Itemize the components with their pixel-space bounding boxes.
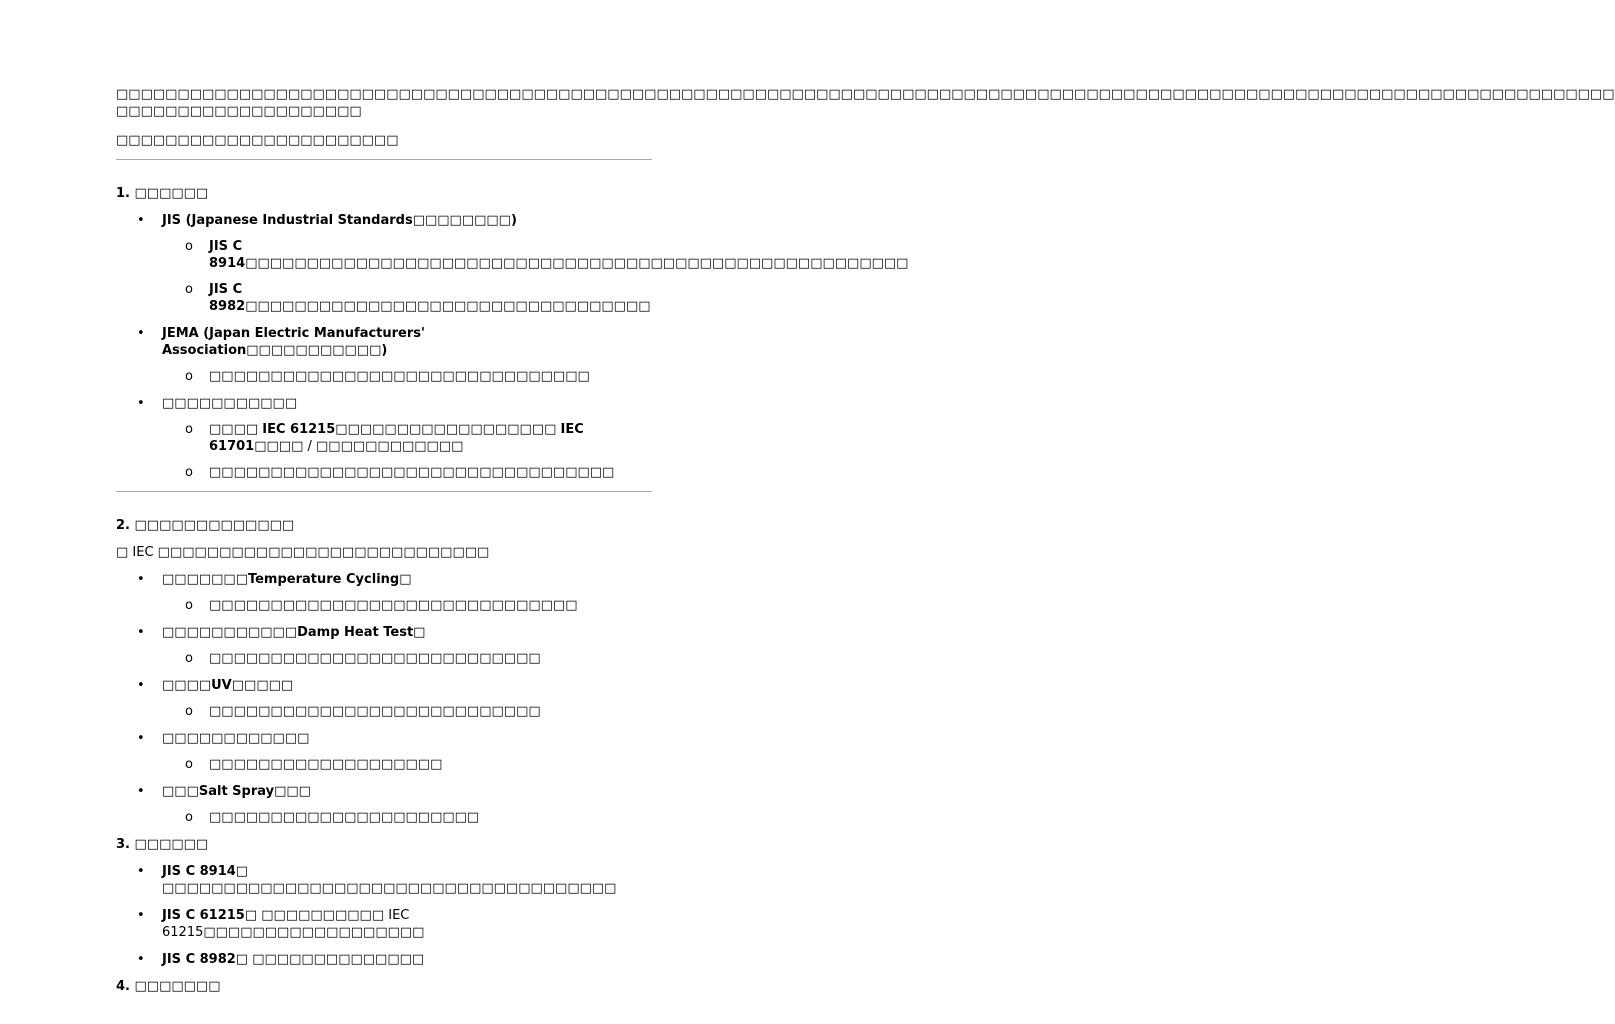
section-2-note: □ IEC □□□□□□□□□□□□□□□□□□□□□□□□□□□: [116, 545, 490, 560]
sub-list-item: [162, 464, 652, 481]
bullet-icon: •: [137, 396, 145, 411]
sub-item-text: □□□□□□□□□□□□□□□□□□□□□□□□□□□□□□: [209, 598, 578, 613]
bullet-icon: •: [137, 678, 145, 693]
list-item-bold: JIS C 8914□: [162, 864, 249, 879]
circle-bullet-icon: o: [185, 282, 193, 297]
section-4-heading: 4. □□□□□□□: [116, 979, 221, 994]
intro-summary: □□□□□□□□□□□□□□□□□□□□□□□: [116, 133, 399, 148]
sub-list-item: [162, 368, 652, 385]
list-item-text: □□□□□□□□□□ IEC 61215□□□□□□□□□□□□□□□□□□: [162, 908, 425, 940]
list-item-label: JEMA (Japan Electric Manufacturers' Association□□□□□□□□□□□): [162, 326, 426, 358]
bullet-icon: •: [137, 864, 145, 879]
intro-paragraph: [116, 86, 1615, 120]
circle-bullet-icon: o: [185, 422, 193, 437]
sub-list-item: [162, 809, 652, 826]
list-item-text: □□□□□□□□□□□□□□□□□□□□□□□□□□□□□□□□□□□□□: [162, 881, 617, 896]
sub-item-text: □□□□ / □□□□□□□□□□□□: [254, 439, 464, 454]
sub-list: [162, 703, 652, 720]
sub-list-item: [162, 703, 652, 720]
sub-item-bold: JIS C 8982: [209, 282, 246, 314]
bullet-icon: •: [137, 908, 145, 923]
sub-item-text: □□□□□□□□□□□□□□□□□□□□□□□□□□□□□□□□□: [209, 465, 615, 480]
circle-bullet-icon: o: [185, 810, 193, 825]
bullet-icon: •: [137, 784, 145, 799]
sub-list: [162, 809, 652, 826]
circle-bullet-icon: o: [185, 465, 193, 480]
sub-list-item: [162, 238, 909, 272]
section-2-list: [116, 571, 652, 826]
list-item: [116, 325, 652, 385]
sub-item-bold: JIS C 8914: [209, 239, 246, 271]
list-item: [116, 624, 652, 667]
list-item: [116, 951, 652, 968]
bullet-icon: •: [137, 952, 145, 967]
section-2-heading: 2. □□□□□□□□□□□□□: [116, 518, 295, 533]
sub-list-item: [162, 597, 652, 614]
sub-item-bold: IEC 61701: [209, 422, 584, 454]
list-item-label: □□□Salt Spray□□□: [162, 784, 311, 799]
divider: [116, 159, 652, 160]
list-item: [116, 677, 652, 720]
sub-item-text: □□□□□□□□□□□□□□□□□□□□□□□□□□□□□□□: [209, 369, 590, 384]
list-item-label: □□□□□□□□□□□: [162, 396, 298, 411]
section-3-heading: 3. □□□□□□: [116, 837, 209, 852]
sub-list: [162, 421, 652, 481]
bullet-icon: •: [137, 326, 145, 341]
sub-item-text: □□□□□□□□□□□□□□□□□□□: [209, 757, 443, 772]
section-1-heading: 1. □□□□□□: [116, 186, 209, 201]
list-item: [116, 212, 909, 315]
bullet-icon: •: [137, 213, 145, 228]
circle-bullet-icon: o: [185, 369, 193, 384]
bullet-icon: •: [137, 625, 145, 640]
list-item: [116, 783, 652, 826]
list-item: [116, 395, 652, 481]
sub-item-text: □□□□□□□□□□□□□□□□□□: [335, 422, 561, 437]
section-1-list: [116, 212, 909, 481]
sub-list-item: [162, 756, 652, 773]
list-item-label: □□□□UV□□□□□: [162, 678, 294, 693]
list-item-label: □□□□□□□□□□□□: [162, 731, 310, 746]
list-item-text: □□□□□□□□□□□□□□: [248, 952, 425, 967]
list-item: [116, 730, 652, 773]
sub-list: [162, 238, 909, 315]
divider: [116, 491, 652, 492]
circle-bullet-icon: o: [185, 651, 193, 666]
sub-item-text: □□□□: [209, 422, 263, 437]
sub-list: [162, 368, 652, 385]
bullet-icon: •: [137, 731, 145, 746]
sub-item-text: □□□□□□□□□□□□□□□□□□□□□□□□□□□□□□□□□: [245, 299, 651, 314]
list-item-label: □□□□□□□Temperature Cycling□: [162, 572, 412, 587]
sub-list-item: [162, 650, 652, 667]
circle-bullet-icon: o: [185, 757, 193, 772]
list-item: [116, 571, 652, 614]
intro-line-1: □□□□□□□□□□□□□□□□□□□□□□□□□□□□□□□□□□□□□□□□□□□□□□□□□□□□□□□□□□□□□□□□□□□□□□□□□□□□□□□□□□□□□□□□□□□□□□□□□□□□□□□□□□□□□□□□□□□□□□□□□□: [116, 87, 1615, 102]
list-item-label: □□□□□□□□□□□Damp Heat Test□: [162, 625, 426, 640]
document-page: [116, 86, 1615, 1005]
list-item-label: JIS (Japanese Industrial Standards□□□□□□□□): [162, 213, 517, 228]
list-item-bold: JIS C 61215□: [162, 908, 258, 923]
list-item-bold: JIS C 8982□: [162, 952, 249, 967]
sub-item-text: □□□□□□□□□□□□□□□□□□□□□□□□□□□: [209, 704, 541, 719]
sub-list-item: [162, 421, 652, 455]
circle-bullet-icon: o: [185, 239, 193, 254]
sub-item-bold: IEC 61215: [262, 422, 336, 437]
section-3-list: [116, 863, 652, 968]
sub-item-text: □□□□□□□□□□□□□□□□□□□□□□□□□□□□□□□□□□□□□□□□□□□□□□□□□□□□□□: [245, 256, 909, 271]
sub-list-item: [162, 281, 652, 315]
list-item: [116, 863, 652, 897]
sub-list: [162, 597, 652, 614]
bullet-icon: •: [137, 572, 145, 587]
circle-bullet-icon: o: [185, 598, 193, 613]
circle-bullet-icon: o: [185, 704, 193, 719]
sub-list: [162, 650, 652, 667]
sub-list: [162, 756, 652, 773]
sub-item-text: □□□□□□□□□□□□□□□□□□□□□□: [209, 810, 480, 825]
intro-line-2: □□□□□□□□□□□□□□□□□□□□: [116, 104, 362, 119]
sub-item-text: □□□□□□□□□□□□□□□□□□□□□□□□□□□: [209, 651, 541, 666]
list-item: [116, 907, 652, 941]
